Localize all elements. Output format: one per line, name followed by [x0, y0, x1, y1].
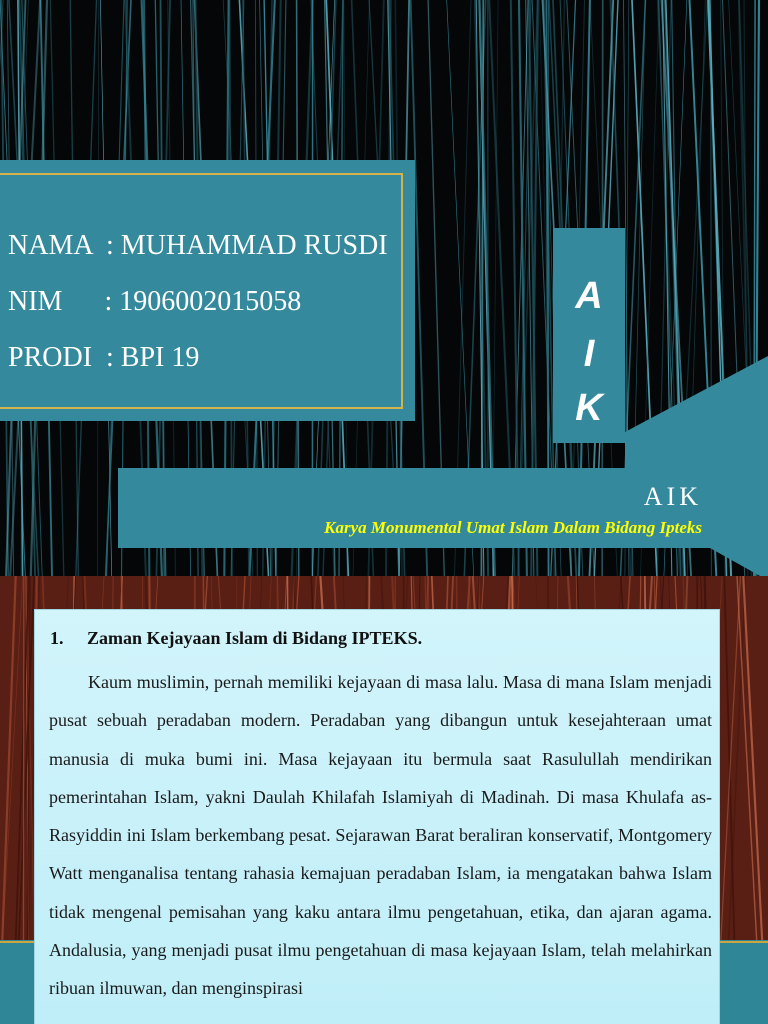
section-heading [50, 625, 710, 651]
content-slide [0, 576, 768, 1024]
vertical-letter-a: A [575, 275, 603, 317]
vertical-letter-i: I [583, 333, 595, 375]
student-prodi: PRODI : BPI 19 [8, 342, 200, 373]
body-paragraph: Kaum muslimin, pernah memiliki kejayaan di masa lalu. Masa di mana Islam menjadi pusat sebuah peradaban modern. Peradaban yang dibangun untuk kesejahteraan umat manusia di muka bumi ini. Masa kejayaan itu bermula saat Rasulullah mendirikan pemerintahan Islam, yakni Daulah Khilafah Islamiyah di Madinah. Di masa Khulafa as-Rasyiddin ini Islam berkembang pesat. Sejarawan Barat beraliran konservatif, Montgomery Watt menganalisa tentang rahasia kemajuan peradaban Islam, ia mengatakan bahwa Islam tidak mengenal pemisahan yang kaku antara ilmu pengetahuan, etika, dan ajaran agama. Andalusia, yang menjadi pusat ilmu pengetahuan di masa kejayaan Islam, telah melahirkan ribuan ilmuwan, dan menginspirasi [49, 672, 712, 999]
slide-subtitle: Karya Monumental Umat Islam Dalam Bidang Ipteks [324, 518, 702, 537]
vertical-letter-k: K [575, 387, 603, 429]
heading-text: Zaman Kejayaan Islam di Bidang IPTEKS. [87, 628, 423, 648]
student-name: NAMA : MUHAMMAD RUSDI [8, 230, 388, 261]
heading-number: 1. [50, 628, 64, 648]
slide-title: AIK [643, 482, 702, 511]
student-nim: NIM : 1906002015058 [8, 286, 302, 317]
